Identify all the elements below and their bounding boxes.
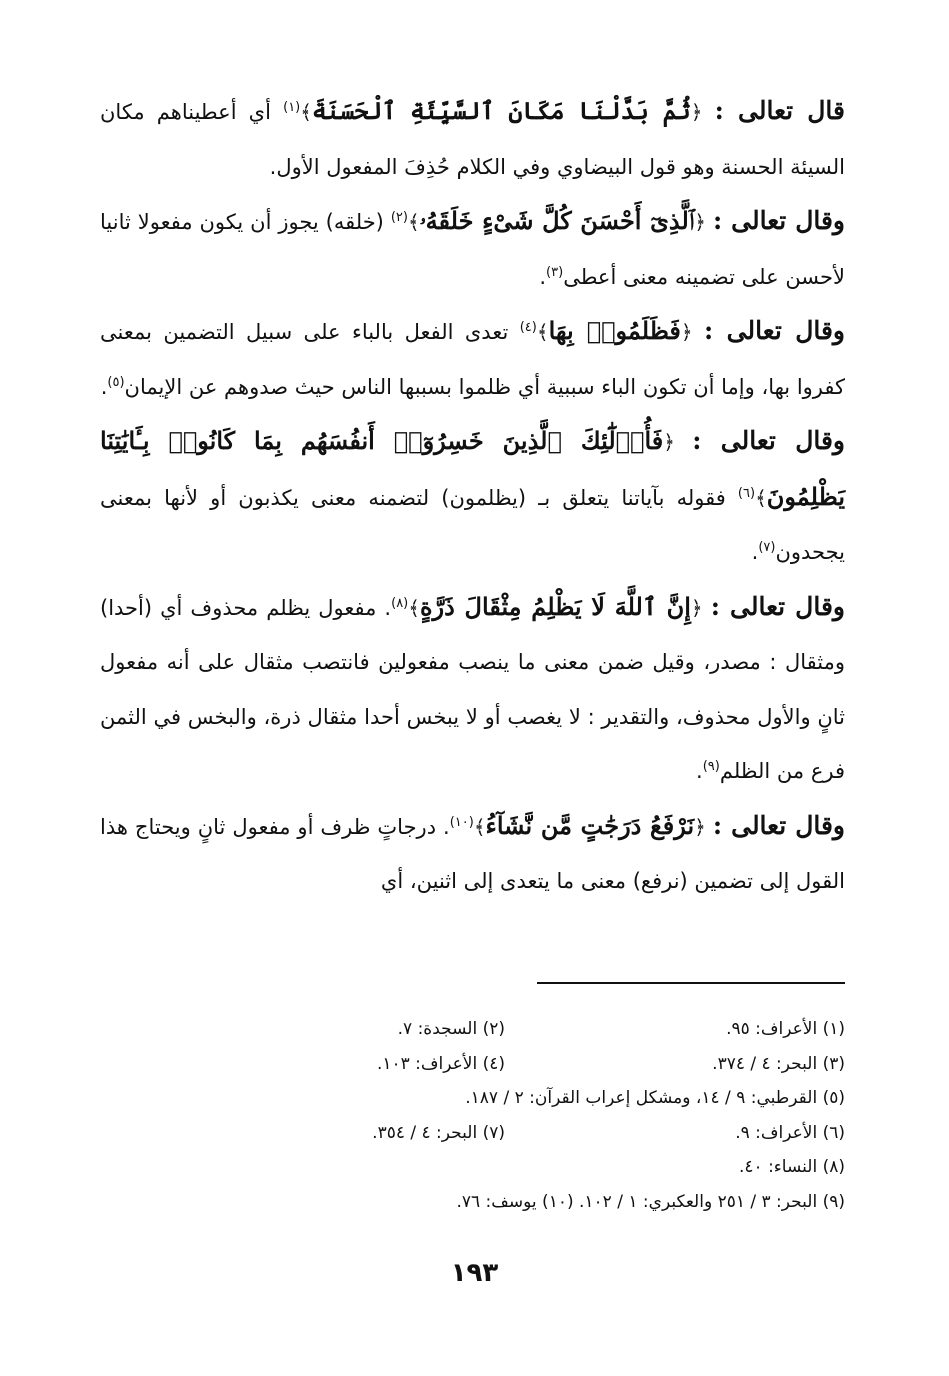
paragraph-text: فقوله بآياتنا يتعلق بـ (يظلمون) لتضمنه معنى يكذبون أو لأنها بمعنى يجحدون <box>100 485 845 564</box>
paragraph-5 <box>100 580 845 799</box>
footnote-item: (٨) النساء: ٤٠. <box>739 1157 845 1177</box>
footnote-divider <box>537 982 845 984</box>
footnote-ref: (٢) <box>390 210 408 225</box>
footnote-ref: (٥) <box>107 374 125 390</box>
ornament-close-icon: ﴾ <box>536 320 549 344</box>
footnote-item: (٢) السجدة: ٧. <box>397 1019 505 1039</box>
paragraph-text: تعدى الفعل بالباء على سبيل التضمين بمعنى كفروا بها، وإما أن تكون الباء سببية أي ظلموا بسببها الناس حيث صدوهم عن الإيمان <box>100 320 845 399</box>
paragraph-lead: وقال تعالى : <box>712 206 845 235</box>
quran-verse: ٱلَّذِىٓ أَحْسَنَ كُلَّ شَىْءٍ خَلَقَهُۥ <box>419 206 695 235</box>
footnote-row <box>220 1047 845 1082</box>
ornament-open-icon: ﴿ <box>690 595 703 620</box>
paragraph-lead: قال تعالى : <box>714 96 845 125</box>
paragraph-text: (خلقه) يجوز أن يكون مفعولا ثانيا لأحسن على تضمينه معنى أعطى <box>100 210 845 289</box>
footnote-ref: (٦) <box>737 485 756 501</box>
paragraph-end: . <box>696 759 703 783</box>
ornament-close-icon: ﴾ <box>755 485 767 510</box>
paragraph-text: . درجاتٍ ظرف أو مفعول ثانٍ ويحتاج هذا القول إلى تضمين (نرفع) معنى ما يتعدى إلى اثنين، أي <box>100 814 845 893</box>
quran-verse: نَرْفَعُ دَرَجَٰتٍ مَّن نَّشَآءُ <box>485 810 695 840</box>
paragraph-6 <box>100 799 845 909</box>
footnote-ref: (٩) <box>702 759 720 774</box>
main-text <box>100 84 845 909</box>
paragraph-end: . <box>539 264 547 289</box>
footnote-ref: (٣) <box>546 264 564 280</box>
quran-verse: فَأُو۟لَٰٓئِكَ ٱلَّذِينَ خَسِرُوٓا۟ أَنفُسَهُم بِمَا كَانُوا۟ بِـَٔايَٰتِنَا يَظْلِمُونَ <box>100 426 845 511</box>
footnote-ref: (٧) <box>758 540 776 555</box>
paragraph-1 <box>100 84 845 194</box>
footnote-item: (٦) الأعراف: ٩. <box>735 1122 845 1143</box>
footnote-item: (٩) البحر: ٣ / ٢٥١ والعكبري: ١ / ١٠٢. (١٠) يوسف: ٧٦. <box>456 1191 845 1212</box>
paragraph-end: . <box>100 374 108 399</box>
ornament-open-icon: ﴿ <box>690 100 703 124</box>
footnote-ref: (١٠) <box>449 814 474 830</box>
ornament-close-icon: ﴾ <box>408 595 420 620</box>
footnote-row <box>220 1116 845 1151</box>
ornament-close-icon: ﴾ <box>473 814 486 839</box>
quran-verse: إِنَّ ٱللَّهَ لَا يَظْلِمُ مِثْقَالَ ذَرَّةٍ <box>419 591 691 621</box>
ornament-open-icon: ﴿ <box>663 430 675 454</box>
quran-verse: فَظَلَمُوا۟ بِهَا <box>548 316 681 345</box>
footnote-ref: (١) <box>283 100 301 115</box>
footnote-item: (٤) الأعراف: ١٠٣. <box>376 1053 505 1074</box>
ornament-close-icon: ﴾ <box>300 100 312 124</box>
ornament-open-icon: ﴿ <box>694 814 706 839</box>
quran-verse: ثُمَّ بَدَّلْنَا مَكَانَ ٱلسَّيِّئَةِ ٱلْحَسَنَةَ <box>311 96 691 125</box>
footnote-ref: (٨) <box>391 595 409 611</box>
ornament-close-icon: ﴾ <box>407 210 420 234</box>
paragraph-lead: وقال تعالى : <box>710 591 845 621</box>
footnote-ref: (٤) <box>519 320 537 335</box>
paragraph-text: أي أعطيناهم مكان السيئة الحسنة وهو قول البيضاوي وفي الكلام حُذِفَ المفعول الأول. <box>100 100 845 179</box>
paragraph-end: . <box>751 540 759 564</box>
paragraph-lead: وقال تعالى : <box>712 810 845 840</box>
footnote-item: (٥) القرطبي: ٩ / ١٤، ومشكل إعراب القرآن: ٢ / ١٨٧. <box>465 1088 845 1108</box>
footnotes <box>220 1012 845 1219</box>
footnote-item: (٧) البحر: ٤ / ٣٥٤. <box>372 1122 505 1143</box>
page-number: ١٩٣ <box>450 1258 499 1288</box>
paragraph-lead: وقال تعالى : <box>692 426 845 455</box>
paragraph-3 <box>100 304 845 414</box>
footnote-item: (١) الأعراف: ٩٥. <box>726 1019 845 1039</box>
paragraph-2 <box>100 194 845 304</box>
ornament-open-icon: ﴿ <box>680 320 693 344</box>
paragraph-4 <box>100 414 845 580</box>
ornament-open-icon: ﴿ <box>694 210 707 234</box>
paragraph-lead: وقال تعالى : <box>704 316 846 345</box>
paragraph-text: . مفعول يظلم محذوف أي (أحدا) ومثقال : مصدر، وقيل ضمن معنى ما ينصب مفعولين فانتصب مثقال على أنه مفعول ثانٍ والأول محذوف، والتقدير : لا يغصب أو لا يبخس أحدا مثقال ذرة، والبخس في الثمن فرع من الظلم <box>100 595 845 783</box>
footnote-item: (٣) البحر: ٤ / ٣٧٤. <box>712 1053 845 1074</box>
footnote-row <box>220 1012 845 1047</box>
